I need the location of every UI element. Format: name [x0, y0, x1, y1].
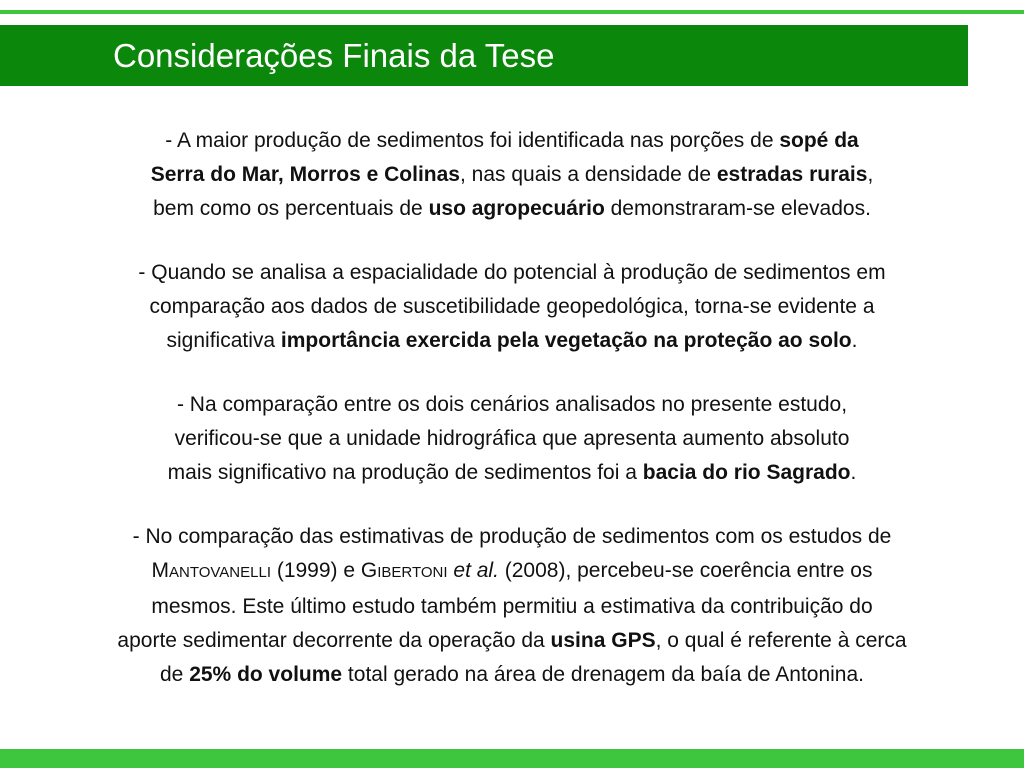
- text-line: [20, 456, 1004, 490]
- body-text: de: [160, 663, 190, 686]
- slide-body: [20, 124, 1004, 692]
- body-text: , nas quais a densidade de: [459, 163, 717, 186]
- body-text: (1999) e: [271, 559, 361, 582]
- text-line: [20, 124, 1004, 158]
- body-text: ,: [867, 163, 874, 186]
- top-accent-line: [0, 10, 1024, 14]
- text-line: [20, 520, 1004, 554]
- author-name: MANTOVANELLI: [151, 559, 271, 582]
- text-line: [20, 624, 1004, 658]
- emphasis-text: bacia do rio Sagrado: [642, 461, 851, 484]
- body-text: - No comparação das estimativas de produção de sedimentos com os estudos de: [132, 525, 892, 548]
- text-line: [20, 590, 1004, 624]
- body-text: bem como os percentuais de: [153, 197, 429, 220]
- body-text: verificou-se que a unidade hidrográfica que apresenta aumento absoluto: [174, 427, 850, 450]
- body-text: total gerado na área de drenagem da baía de Antonina.: [342, 663, 864, 686]
- title-bar: [0, 25, 968, 86]
- text-line: [20, 192, 1004, 226]
- slide-title: Considerações Finais da Tese: [113, 37, 555, 74]
- bottom-accent-bar: [0, 749, 1024, 768]
- text-line: [20, 256, 1004, 290]
- emphasis-text: Serra do Mar, Morros e Colinas: [150, 163, 460, 186]
- italic-text: et al.: [453, 559, 499, 582]
- body-text: significativa: [166, 329, 281, 352]
- emphasis-text: usina GPS: [550, 629, 656, 652]
- text-line: [20, 324, 1004, 358]
- body-text: demonstraram-se elevados.: [604, 197, 871, 220]
- body-text: mesmos. Este último estudo também permitiu a estimativa da contribuição do: [151, 595, 873, 618]
- body-text: - Na comparação entre os dois cenários analisados no presente estudo,: [176, 393, 848, 416]
- text-line: [20, 422, 1004, 456]
- body-text: - A maior produção de sedimentos foi identificada nas porções de: [165, 129, 780, 152]
- text-line: [20, 658, 1004, 692]
- emphasis-text: estradas rurais: [716, 163, 868, 186]
- body-text: mais significativo na produção de sedimentos foi a: [167, 461, 643, 484]
- emphasis-text: 25% do volume: [189, 663, 343, 686]
- paragraph-4: [20, 520, 1004, 692]
- text-line: [20, 388, 1004, 422]
- body-text: aporte sedimentar decorrente da operação da: [117, 629, 551, 652]
- body-text: .: [850, 461, 857, 484]
- author-name: GIBERTONI: [360, 559, 448, 582]
- body-text: .: [851, 329, 858, 352]
- body-text: (2008), percebeu-se coerência entre os: [498, 559, 873, 582]
- emphasis-text: sopé da: [779, 129, 859, 152]
- text-line: [20, 290, 1004, 324]
- paragraph-1: [20, 124, 1004, 226]
- paragraph-3: [20, 388, 1004, 490]
- body-text: - Quando se analisa a espacialidade do potencial à produção de sedimentos em: [138, 261, 886, 284]
- text-line: [20, 554, 1004, 590]
- text-line: [20, 158, 1004, 192]
- body-text: comparação aos dados de suscetibilidade geopedológica, torna-se evidente a: [149, 295, 875, 318]
- paragraph-2: [20, 256, 1004, 358]
- body-text: , o qual é referente à cerca: [655, 629, 907, 652]
- emphasis-text: uso agropecuário: [428, 197, 605, 220]
- emphasis-text: importância exercida pela vegetação na proteção ao solo: [280, 329, 852, 352]
